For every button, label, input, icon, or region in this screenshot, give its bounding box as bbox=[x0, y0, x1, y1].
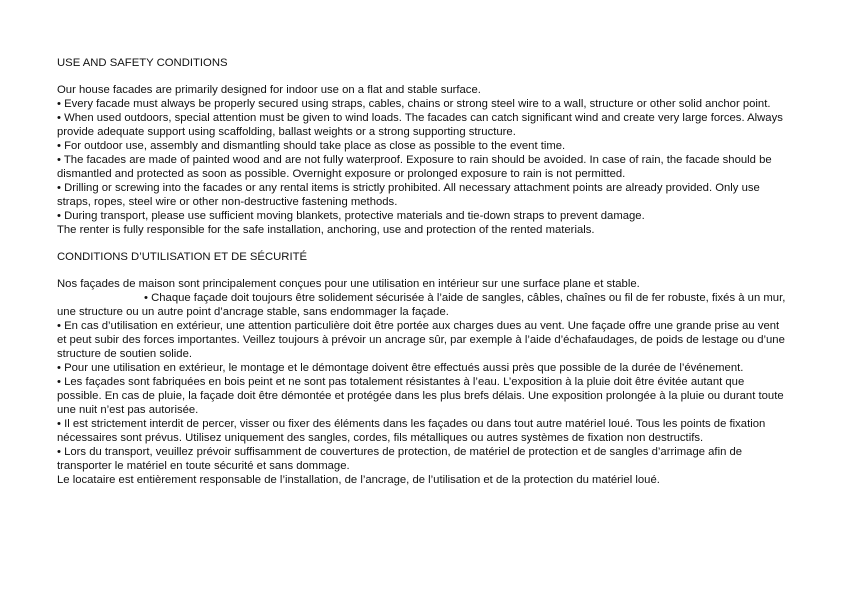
english-heading: USE AND SAFETY CONDITIONS bbox=[57, 57, 228, 69]
english-bullet-2: • When used outdoors, special attention must be given to wind loads. The facades can catch significant wind and create very large forces. Always provide adequate support using scaffolding, ballast weights or a strong supporting structure. bbox=[57, 112, 783, 138]
english-bullet-5: • Drilling or screwing into the facades or any rental items is strictly prohibited. All necessary attachment points are already provided. Only use straps, ropes, steel wire or other non-destructive fastening methods. bbox=[57, 182, 760, 208]
english-section bbox=[57, 56, 789, 237]
section-spacer bbox=[57, 237, 789, 250]
french-bullet-1: • Chaque façade doit toujours être solidement sécurisée à l’aide de sangles, câbles, chaînes ou fil de fer robuste, fixés à un mur, une structure ou un autre point d’ancrage stable, sans endommager la façade. bbox=[57, 292, 786, 318]
french-heading: CONDITIONS D’UTILISATION ET DE SÉCURITÉ bbox=[57, 251, 308, 263]
english-closing: The renter is fully responsible for the safe installation, anchoring, use and protection of the rented materials. bbox=[57, 224, 595, 236]
french-bullet-2: • En cas d’utilisation en extérieur, une attention particulière doit être portée aux charges dues au vent. Une façade offre une grande prise au vent et peut subir des forces importantes. Veillez toujours à prévoir un ancrage sûr, par exemple à l’aide d’échafaudages, de poids de lestage ou d’une structure de soutien solide. bbox=[57, 320, 785, 360]
french-intro: Nos façades de maison sont principalement conçues pour une utilisation en intérieur sur une surface plane et stable. bbox=[57, 278, 640, 290]
french-bullet-6: • Lors du transport, veuillez prévoir suffisamment de couvertures de protection, de matériel de protection et de sangles d’arrimage afin de transporter le matériel en toute sécurité et sans dommage. bbox=[57, 446, 743, 472]
french-bullet-4: • Les façades sont fabriquées en bois peint et ne sont pas totalement résistantes à l’eau. L’exposition à la pluie doit être évitée autant que possible. En cas de pluie, la façade doit être démontée et protégée dans les plus brefs délais. Une exposition prolongée à la pluie ou durant toute une nuit n’est pas autorisée. bbox=[57, 376, 784, 416]
english-intro: Our house facades are primarily designed for indoor use on a flat and stable surface. bbox=[57, 84, 481, 96]
english-bullet-3: • For outdoor use, assembly and dismantling should take place as close as possible to the event time. bbox=[57, 140, 566, 152]
french-closing: Le locataire est entièrement responsable de l’installation, de l’ancrage, de l’utilisation et de la protection du matériel loué. bbox=[57, 474, 660, 486]
spacer bbox=[57, 264, 789, 277]
french-section bbox=[57, 250, 789, 487]
english-bullet-1: • Every facade must always be properly secured using straps, cables, chains or strong steel wire to a wall, structure or other solid anchor point. bbox=[57, 98, 771, 110]
english-bullet-6: • During transport, please use sufficient moving blankets, protective materials and tie-down straps to prevent damage. bbox=[57, 210, 645, 222]
english-bullet-4: • The facades are made of painted wood and are not fully waterproof. Exposure to rain should be avoided. In case of rain, the facade should be dismantled and protected as soon as possible. Overnight exposure or prolonged exposure to rain is not permitted. bbox=[57, 154, 772, 180]
spacer bbox=[57, 70, 789, 83]
french-bullet-3: • Pour une utilisation en extérieur, le montage et le démontage doivent être effectués aussi près que possible de la durée de l’événement. bbox=[57, 362, 744, 374]
document-body bbox=[57, 56, 789, 487]
french-bullet-5: • Il est strictement interdit de percer, visser ou fixer des éléments dans les façades ou dans tout autre matériel loué. Tous les points de fixation nécessaires sont prévus. Utilisez uniquement des sangles, cordes, fils métalliques ou autres systèmes de fixation non destructifs. bbox=[57, 418, 766, 444]
